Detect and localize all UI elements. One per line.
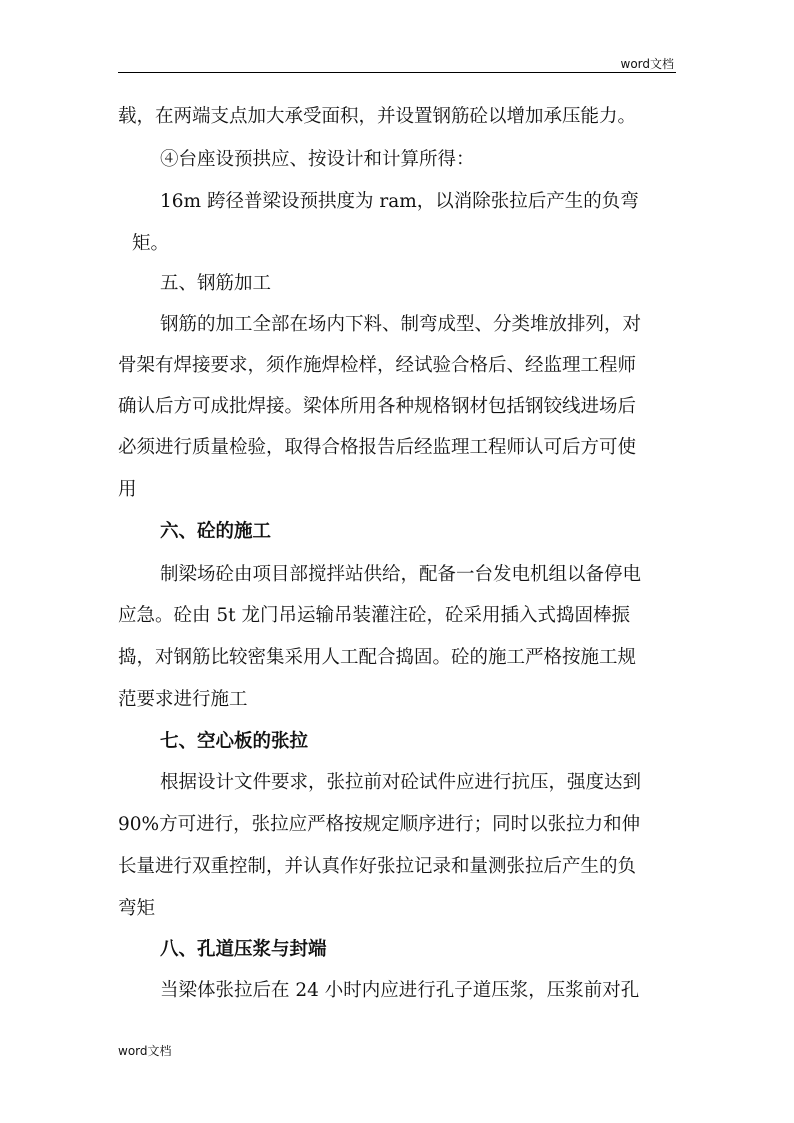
text-line: 范要求进行施工: [118, 689, 248, 710]
section-heading: 五、钢筋加工: [160, 273, 272, 294]
section-heading: 八、孔道压浆与封端: [160, 939, 327, 960]
text-line: 骨架有焊接要求，须作施焊检样，经试验合格后、经监理工程师: [118, 355, 637, 376]
text-line: 应急。砼由 5t 龙门吊运输吊装灌注砼，砼采用插入式捣固棒振: [118, 605, 630, 626]
section-heading: 六、砼的施工: [160, 521, 272, 542]
page-footer: word文档: [118, 1044, 172, 1058]
text-line: 长量进行双重控制，并认真作好张拉记录和量测张拉后产生的负: [118, 856, 637, 877]
text-line: 用: [118, 479, 137, 500]
text-line: ④台座设预拱应、按设计和计算所得：: [160, 149, 475, 170]
text-line: 制梁场砼由项目部搅拌站供给，配备一台发电机组以备停电: [160, 564, 642, 585]
text-line: 根据设计文件要求，张拉前对砼试件应进行抗压，强度达到: [160, 772, 642, 793]
text-line: 确认后方可成批焊接。梁体所用各种规格钢材包括钢铰线进场后: [118, 396, 637, 417]
text-line: 弯矩: [118, 898, 156, 919]
text-line: 捣，对钢筋比较密集采用人工配合捣固。砼的施工严格按施工规: [118, 647, 637, 668]
header-text: word文档: [620, 57, 674, 71]
text-line: 矩。: [132, 233, 170, 254]
text-line: 90%方可进行，张拉应严格按规定顺序进行；同时以张拉力和伸: [118, 814, 641, 835]
section-heading: 七、空心板的张拉: [160, 731, 309, 752]
text-line: 当梁体张拉后在 24 小时内应进行孔子道压浆，压浆前对孔: [160, 980, 640, 1001]
text-line: 载，在两端支点加大承受面积，并设置钢筋砼以增加承压能力。: [118, 106, 637, 127]
text-line: 16m 跨径普梁设预拱度为 ram，以消除张拉后产生的负弯: [160, 191, 639, 212]
header-rule: [118, 72, 676, 73]
text-line: 必须进行质量检验，取得合格报告后经监理工程师认可后方可使: [118, 437, 637, 458]
text-line: 钢筋的加工全部在场内下料、制弯成型、分类堆放排列，对: [160, 314, 642, 335]
